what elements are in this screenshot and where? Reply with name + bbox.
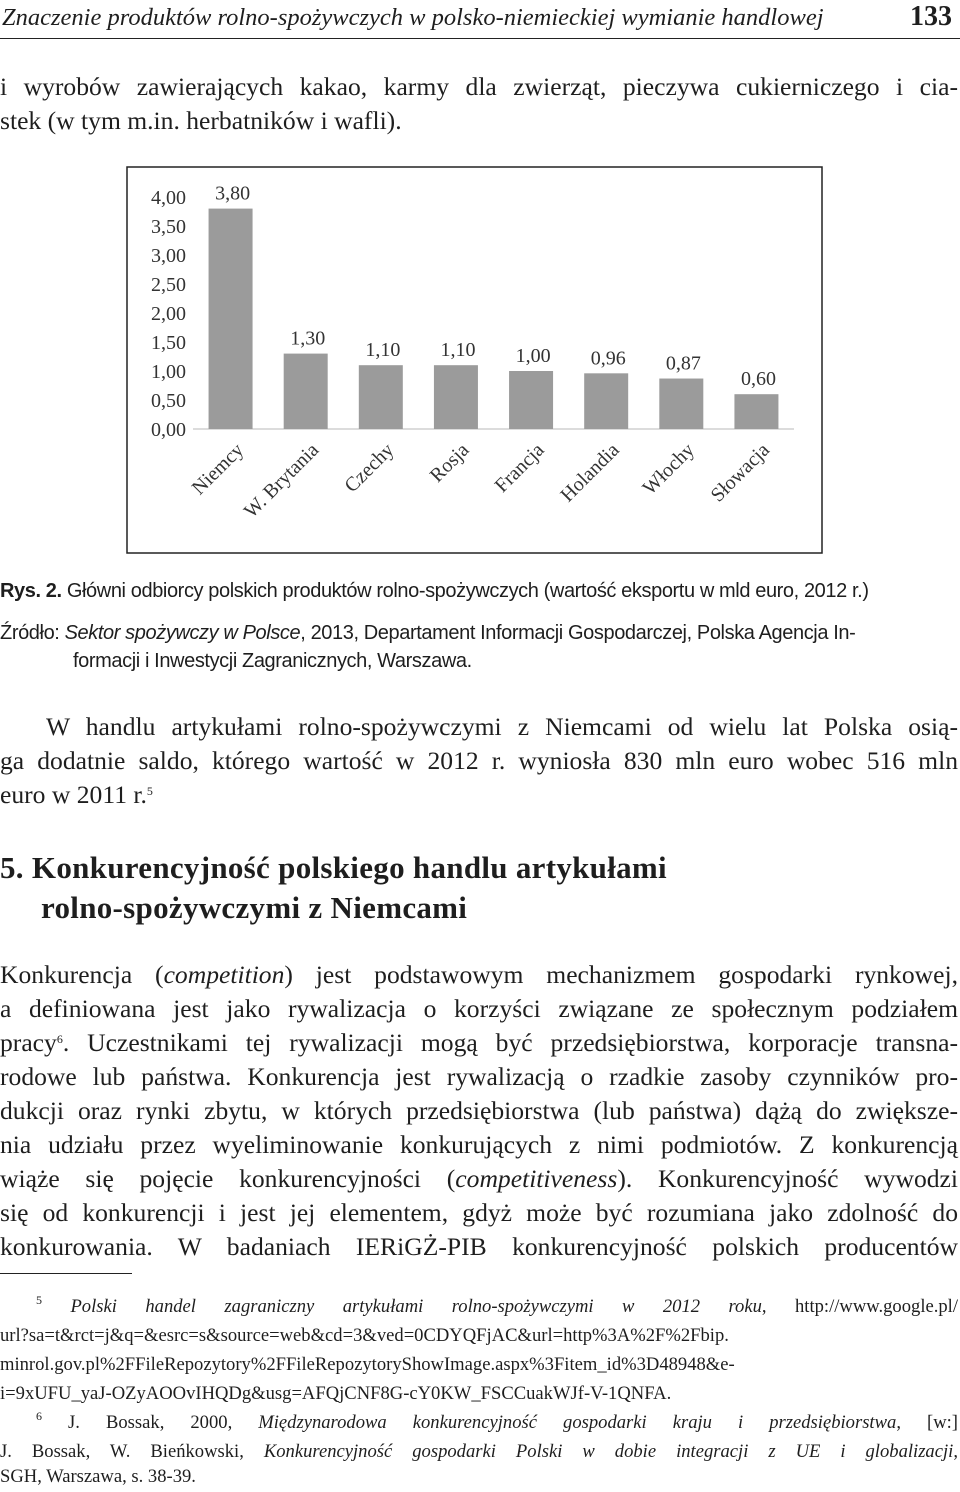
y-tick-label: 3,50: [151, 216, 186, 238]
footnote-ref-6: 6: [56, 1032, 63, 1046]
para1-line-3-text: euro w 2011 r.: [0, 780, 147, 809]
y-tick-label: 1,50: [151, 332, 186, 354]
bar-value-label: 0,96: [590, 347, 626, 370]
y-tick-label: 3,00: [151, 245, 186, 267]
category-label: Czechy: [340, 438, 399, 497]
y-tick-label: 2,50: [151, 274, 186, 296]
category-label: Holandia: [556, 438, 624, 507]
para1-line-2: ga dodatnie saldo, którego wartość w 2012 r. wyniosła 830 mln euro wobec 516 mln: [0, 746, 958, 775]
intro-line-2: stek (w tym m.in. herbatników i wafli).: [0, 106, 402, 135]
category-label: Słowacja: [706, 438, 774, 507]
para2-line-4: rodowe lub państwa. Konkurencja jest rywalizacją o rzadkie zasoby czynników pro-: [0, 1062, 958, 1091]
bar: [359, 365, 403, 429]
para2-line-9: konkurowania. W badaniach IERiGŻ-PIB konkurencyjność polskich producentów: [0, 1232, 958, 1261]
bar: [209, 209, 253, 429]
y-tick-label: 0,00: [151, 419, 186, 441]
source-prefix: Źródło:: [0, 622, 65, 644]
source-note-line-2: formacji i Inwestycji Zagranicznych, Warszawa.: [73, 650, 472, 672]
para2-line-8: się od konkurencji i jest jej elementem, gdyż może być rozumiana jako zdolność do: [0, 1198, 958, 1227]
category-label: W. Brytania: [239, 438, 324, 523]
para1-line-3: [0, 778, 958, 812]
y-tick-label: 0,50: [151, 390, 186, 412]
running-header-title: Znaczenie produktów rolno-spożywczych w polsko-niemieckiej wymianie handlowej: [2, 4, 824, 31]
footnote-ref-5: 5: [146, 784, 153, 798]
bar-value-label: 1,00: [515, 345, 551, 367]
bar-value-label: 3,80: [215, 182, 251, 205]
footnote-5-number: 5: [36, 1293, 42, 1307]
running-header: [0, 0, 960, 39]
bar-value-label: 0,60: [740, 368, 776, 391]
category-label: Włochy: [638, 438, 699, 500]
para2-line-6: nia udziału przez wyeliminowanie konkurujących z nimi podmiotów. Z konkurencją: [0, 1130, 958, 1159]
figure-caption-text: Główni odbiorcy polskich produktów rolno-spożywczych (wartość eksportu w mld euro, 2012 r.): [66, 580, 869, 602]
footnote-6-number: 6: [36, 1409, 42, 1423]
footnote-6-line-2: J. Bossak, W. Bieńkowski, Konkurencyjność gospodarki Polski w dobie integracji z UE i globalizacji,: [0, 1441, 958, 1462]
para1-line-1: W handlu artykułami rolno-spożywczymi z Niemcami od wielu lat Polska osią-: [46, 712, 958, 741]
source-title: Sektor spożywczy w Polsce: [64, 622, 301, 644]
y-tick-label: 1,00: [151, 361, 186, 383]
footnote-5-line-2: url?sa=t&rct=j&q=&esrc=s&source=web&cd=3&ved=0CDYQFjAC&url=http%3A%2F%2Fbip.: [0, 1325, 729, 1346]
bar: [584, 373, 628, 429]
section-number: 5.: [0, 850, 24, 885]
source-rest: , 2013, Departament Informacji Gospodarczej, Polska Agencja In-: [300, 622, 856, 644]
y-axis-tick-labels: [151, 187, 186, 441]
y-tick-label: 2,00: [151, 303, 186, 325]
section-title-line-2: rolno-spożywczymi z Niemcami: [41, 890, 468, 925]
bar-chart: [126, 166, 823, 554]
figure-label: Rys. 2.: [0, 580, 62, 602]
bar: [509, 371, 553, 429]
para2-line-7: wiąże się pojęcie konkurencyjności (competitiveness). Konkurencyjność wywodzi: [0, 1164, 959, 1193]
section-heading: [0, 848, 667, 888]
bar: [659, 379, 703, 429]
para2-line-5: dukcji oraz rynki zbytu, w których przedsiębiorstwa (lub państwa) dążą do zwiększe-: [0, 1096, 958, 1125]
bar: [734, 394, 778, 429]
figure-caption: [0, 578, 960, 604]
bar-value-label: 1,10: [440, 339, 476, 362]
category-label: Francja: [490, 438, 549, 497]
bar: [284, 354, 328, 429]
category-label: Niemcy: [187, 438, 249, 500]
footnote-rule: [0, 1273, 132, 1274]
bar: [434, 365, 478, 429]
footnote-5-line-4: i=9xUFU_yaJ-OZyAOOvIHQDg&usg=AFQjCNF8G-cY0KW_FSCCuakWJf-V-1QNFA.: [0, 1383, 672, 1404]
footnote-5-line-1: $^5$ Polski handel zagraniczny artykułami rolno-spożywczymi w 2012 roku, http://www.google.pl/: [36, 1293, 959, 1317]
para2-line-2: a definiowana jest jako rywalizacja o korzyści związane ze społecznym podziałem: [0, 994, 958, 1023]
section-title-line-1: Konkurencyjność polskiego handlu artykułami: [31, 850, 667, 885]
footnote-6-line-3: SGH, Warszawa, s. 38-39.: [0, 1466, 196, 1487]
footnote-5-line-3: minrol.gov.pl%2FFileRepozytory%2FFileRepozytoryShowImage.aspx%3Fitem_id%3D48948&e-: [0, 1354, 735, 1375]
source-note: [0, 620, 960, 646]
intro-line-1: i wyrobów zawierających kakao, karmy dla zwierząt, pieczywa cukierniczego i cia-: [0, 72, 958, 101]
para2-line-3: pracy$^6$. Uczestnikami tej rywalizacji mogą być przedsiębiorstwa, korporacje transna-: [0, 1028, 958, 1057]
footnote-6-line-1: $^6$ J. Bossak, 2000, Międzynarodowa konkurencyjność gospodarki kraju i przedsiębiorstwa, [w:]: [36, 1409, 958, 1433]
para2-line-1: Konkurencja (competition) jest podstawowym mechanizmem gospodarki rynkowej,: [0, 960, 959, 989]
page-number: 133: [910, 1, 952, 32]
category-label: Rosja: [425, 438, 474, 487]
bar-value-label: 0,87: [665, 352, 701, 375]
bar-value-label: 1,30: [290, 327, 326, 350]
bar-value-label: 1,10: [365, 339, 401, 362]
y-tick-label: 4,00: [151, 187, 186, 209]
